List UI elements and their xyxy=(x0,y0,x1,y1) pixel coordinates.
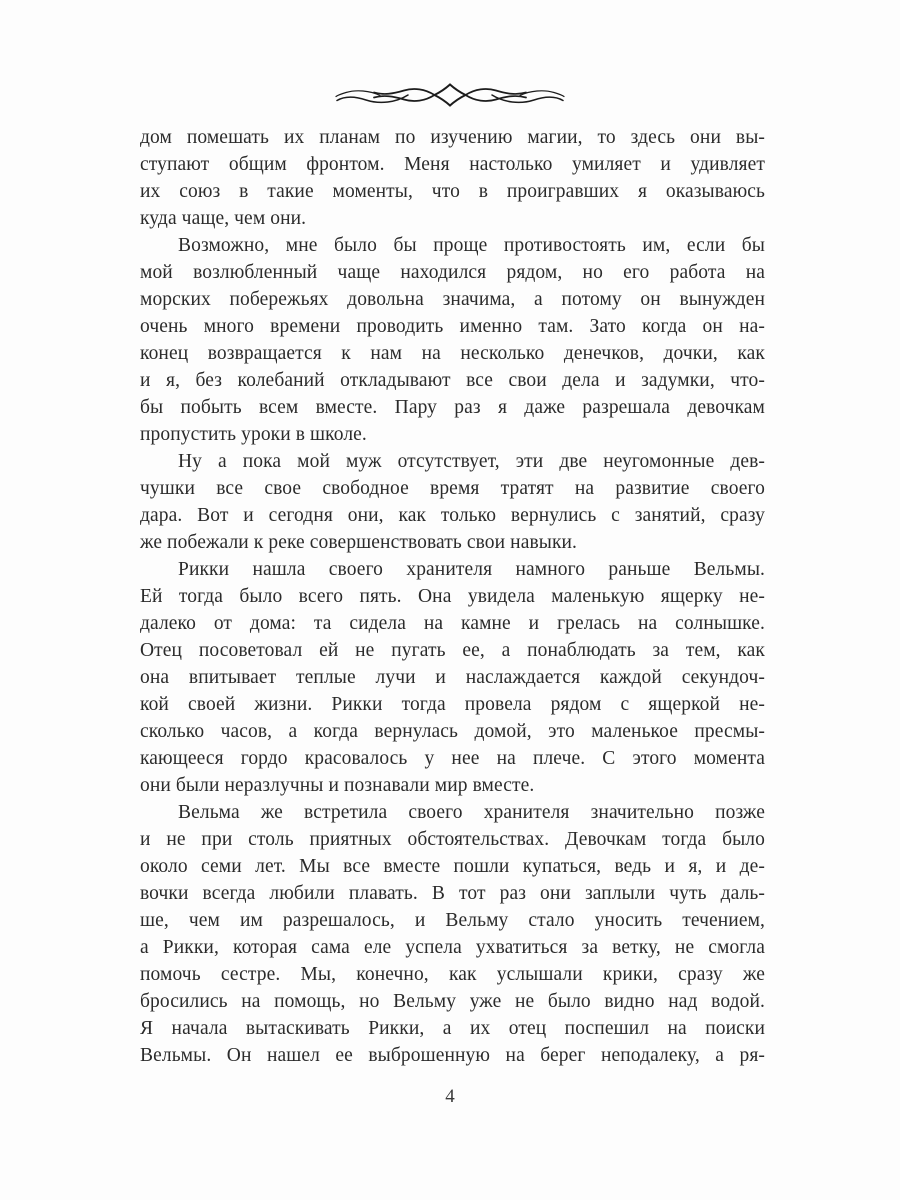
text-line: сколько часов, а когда вернулась домой, это маленькое пресмы- xyxy=(140,721,765,742)
paragraph xyxy=(140,232,765,448)
text-line: Ну а пока мой муж отсутствует, эти две неугомонные дев- xyxy=(178,451,765,472)
text-line: Возможно, мне было бы проще противостоять им, если бы xyxy=(178,235,765,256)
text-line: ступают общим фронтом. Меня настолько умиляет и удивляет xyxy=(140,154,765,175)
text-line: же побежали к реке совершенствовать свои навыки. xyxy=(140,532,578,553)
page-number: 4 xyxy=(445,1086,455,1107)
text-line: мой возлюбленный чаще находился рядом, но его работа на xyxy=(140,262,765,283)
text-line: морских побережьях довольна значима, а потому он вынужден xyxy=(140,289,765,310)
text-line: бросились на помощь, но Вельму уже не было видно над водой. xyxy=(140,991,765,1012)
text-line: вочки всегда любили плавать. В тот раз они заплыли чуть даль- xyxy=(140,883,765,904)
text-line: а Рикки, которая сама еле успела ухватиться за ветку, не смогла xyxy=(140,937,765,958)
paragraph xyxy=(140,448,765,556)
paragraph xyxy=(140,799,765,1069)
text-line: и не при столь приятных обстоятельствах. Девочкам тогда было xyxy=(140,829,765,850)
text-line: Ей тогда было всего пять. Она увидела маленькую ящерку не- xyxy=(140,586,765,607)
ornament-divider xyxy=(0,80,900,110)
text-line: очень много времени проводить именно там. Зато когда он на- xyxy=(140,316,765,337)
text-line: они были неразлучны и познавали мир вместе. xyxy=(140,775,535,796)
text-line: Я начала вытаскивать Рикки, а их отец поспешил на поиски xyxy=(140,1018,765,1039)
text-line: чушки все свое свободное время тратят на развитие своего xyxy=(140,478,765,499)
text-line: далеко от дома: та сидела на камне и грелась на солнышке. xyxy=(140,613,765,634)
paragraph xyxy=(140,556,765,799)
text-line: и я, без колебаний откладывают все свои дела и задумки, что- xyxy=(140,370,765,391)
text-line: Отец посоветовал ей не пугать ее, а понаблюдать за тем, как xyxy=(140,640,765,661)
text-line: Вельмы. Он нашел ее выброшенную на берег неподалеку, а ря- xyxy=(140,1045,765,1066)
text-line: кой своей жизни. Рикки тогда провела рядом с ящеркой не- xyxy=(140,694,765,715)
text-line: Вельма же встретила своего хранителя значительно позже xyxy=(178,802,765,823)
text-line: она впитывает теплые лучи и наслаждается каждой секундоч- xyxy=(140,667,765,688)
text-line: их союз в такие моменты, что в проигравших я оказываюсь xyxy=(140,181,765,202)
text-line: помочь сестре. Мы, конечно, как услышали крики, сразу же xyxy=(140,964,765,985)
text-line: бы побыть всем вместе. Пару раз я даже разрешала девочкам xyxy=(140,397,765,418)
text-line: пропустить уроки в школе. xyxy=(140,424,367,445)
text-block xyxy=(140,124,765,1069)
text-line: около семи лет. Мы все вместе пошли купаться, ведь и я, и де- xyxy=(140,856,765,877)
flourish-divider-icon xyxy=(334,80,566,110)
text-line: ше, чем им разрешалось, и Вельму стало уносить течением, xyxy=(140,910,765,931)
text-line: дом помешать их планам по изучению магии, то здесь они вы- xyxy=(140,127,765,148)
text-line: кающееся гордо красовалось у нее на плече. С этого момента xyxy=(140,748,765,769)
paragraph xyxy=(140,124,765,232)
text-line: дара. Вот и сегодня они, как только вернулись с занятий, сразу xyxy=(140,505,765,526)
text-line: конец возвращается к нам на несколько денечков, дочки, как xyxy=(140,343,765,364)
text-line: куда чаще, чем они. xyxy=(140,208,307,229)
text-line: Рикки нашла своего хранителя намного раньше Вельмы. xyxy=(178,559,765,580)
